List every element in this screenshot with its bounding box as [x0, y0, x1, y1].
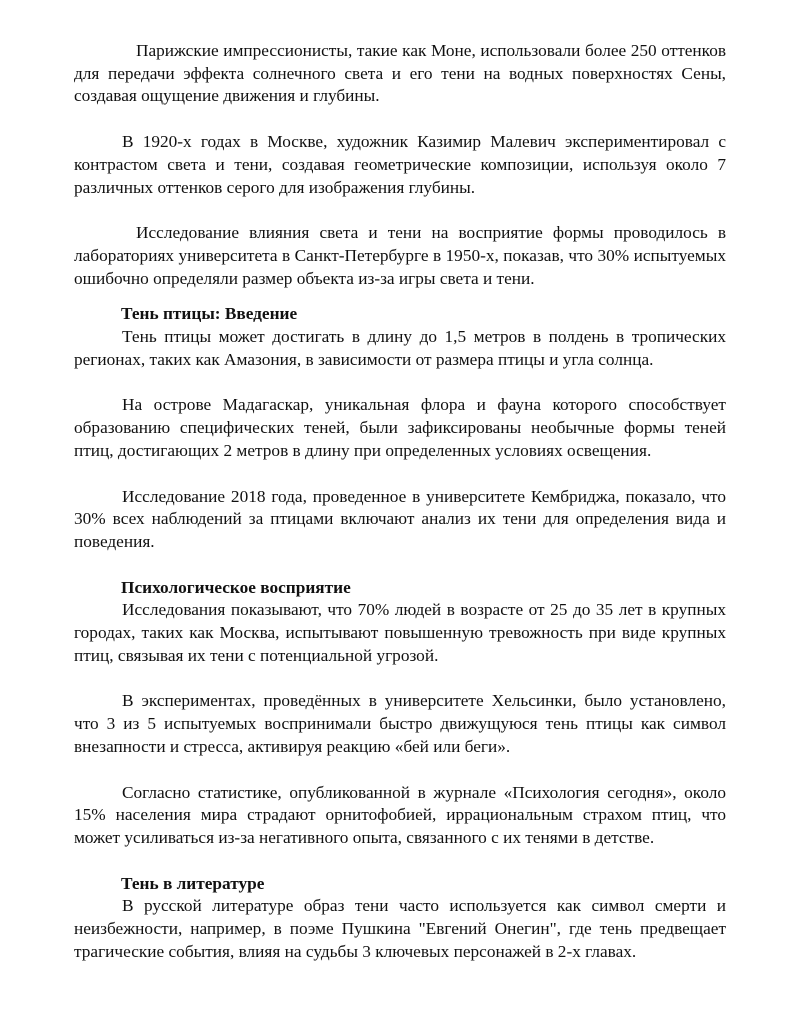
intro-paragraph-1: Парижские импрессионисты, такие как Моне, использовали более 250 оттенков для передачи эффекта солнечного света и его тени на водных поверхностях Сены, создавая ощущение движения и глубины.: [74, 41, 726, 106]
section-heading-psychology: Психологическое восприятие: [121, 577, 351, 597]
bird-shadow-paragraph-1: Тень птицы может достигать в длину до 1,5 метров в полдень в тропических регионах, таких как Амазония, в зависимости от размера птицы и угла солнца.: [74, 327, 726, 369]
intro-paragraph-2: В 1920-х годах в Москве, художник Казимир Малевич экспериментировал с контрастом света и тени, создавая геометрические композиции, используя около 7 различных оттенков серого для изображения глубины.: [74, 132, 726, 197]
document-page: [74, 40, 726, 964]
intro-paragraph-3: Исследование влияния света и тени на восприятие формы проводилось в лабораториях университета в Санкт-Петербурге в 1950-х, показав, что 30% испытуемых ошибочно определяли размер объекта из-за игры света и тени.: [74, 223, 726, 288]
psychology-paragraph-2: В экспериментах, проведённых в университете Хельсинки, было установлено, что 3 из 5 испытуемых воспринимали быстро движущуюся тень птицы как символ внезапности и стресса, активируя реакцию «бей или беги».: [74, 691, 726, 756]
literature-paragraph-1: В русской литературе образ тени часто используется как символ смерти и неизбежности, например, в поэме Пушкина "Евгений Онегин", где тень предвещает трагические события, влияя на судьбы 3 ключевых персонажей в 2-х главах.: [74, 896, 726, 961]
section-heading-bird-shadow: Тень птицы: Введение: [121, 304, 298, 324]
section-heading-literature: Тень в литературе: [121, 873, 265, 893]
bird-shadow-paragraph-3: Исследование 2018 года, проведенное в университете Кембриджа, показало, что 30% всех наблюдений за птицами включают анализ их тени для определения вида и поведения.: [74, 486, 726, 551]
bird-shadow-paragraph-2: На острове Мадагаскар, уникальная флора и фауна которого способствует образованию специфических теней, были зафиксированы необычные формы теней птиц, достигающих 2 метров в длину при определенных условиях освещения.: [74, 395, 726, 460]
psychology-paragraph-3: Согласно статистике, опубликованной в журнале «Психология сегодня», около 15% населения мира страдают орнитофобией, иррациональным страхом птиц, что может усиливаться из-за негативного опыта, связанного с их тенями в детстве.: [74, 782, 726, 847]
psychology-paragraph-1: Исследования показывают, что 70% людей в возрасте от 25 до 35 лет в крупных городах, таких как Москва, испытывают повышенную тревожность при виде крупных птиц, связывая их тени с потенциальной угрозой.: [74, 600, 726, 665]
